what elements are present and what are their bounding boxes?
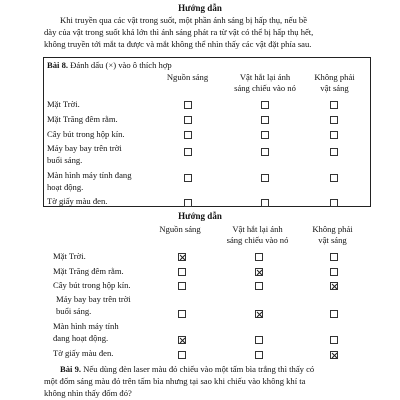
- exercise-8-instruction: Đánh dấu (×) vào ô thích hợp: [70, 60, 172, 70]
- row-label: Màn hình máy tính đang: [47, 170, 132, 180]
- checked-box[interactable]: [178, 253, 186, 261]
- exercise-9-line-2: một đốm sáng màu đỏ trên tấm bìa nhưng tại sao khi chiếu vào không khí ta: [44, 376, 306, 386]
- checkbox[interactable]: [184, 174, 192, 182]
- checked-box[interactable]: [255, 310, 263, 318]
- checkbox[interactable]: [255, 282, 263, 290]
- guide-heading-2: Hướng dẫn: [178, 211, 222, 221]
- checkbox[interactable]: [330, 131, 338, 139]
- checkbox[interactable]: [184, 131, 192, 139]
- checkbox[interactable]: [330, 199, 338, 207]
- col-not-lit-2a: Không phải: [312, 224, 353, 234]
- checkbox[interactable]: [330, 101, 338, 109]
- checkbox[interactable]: [330, 268, 338, 276]
- checkbox[interactable]: [261, 101, 269, 109]
- row-label: Mặt Trăng đêm rằm.: [47, 114, 118, 124]
- row-label: Mặt Trời.: [53, 251, 86, 261]
- row-label: Máy bay bay trên trời: [56, 294, 131, 304]
- checkbox[interactable]: [330, 174, 338, 182]
- guide-line-3: không truyền tới mắt ta được và mắt không thể nhìn thấy các vật đặt phía sau.: [44, 39, 312, 49]
- checkbox[interactable]: [184, 148, 192, 156]
- exercise-9-line-3: không nhìn thấy đốm đỏ?: [44, 388, 132, 398]
- col-light-source-1: Nguồn sáng: [166, 72, 209, 82]
- col-reflect-2a: Vật hắt lại ánh: [232, 224, 283, 234]
- col-not-lit-1b: vật sáng: [320, 83, 349, 93]
- exercise-9-line-1: [44, 363, 374, 375]
- checkbox[interactable]: [184, 199, 192, 207]
- exercise-9-label: Bài 9.: [60, 364, 82, 374]
- checkbox[interactable]: [184, 116, 192, 124]
- col-reflect-1a: Vật hắt lại ánh: [239, 72, 291, 82]
- checkbox[interactable]: [261, 174, 269, 182]
- row-label: Màn hình máy tính: [53, 321, 119, 331]
- row-label: Cây bút trong hộp kín.: [53, 280, 131, 290]
- col-reflect-1b: sáng chiếu vào nó: [234, 83, 296, 93]
- checkbox[interactable]: [255, 253, 263, 261]
- row-label: Máy bay bay trên trời: [47, 143, 122, 153]
- row-label: đang hoạt động.: [53, 333, 109, 343]
- exercise-8-title: [47, 60, 172, 71]
- checkbox[interactable]: [261, 148, 269, 156]
- col-light-source-2: Nguồn sáng: [159, 224, 201, 234]
- row-label: buổi sáng.: [56, 306, 92, 316]
- checkbox[interactable]: [261, 199, 269, 207]
- checkbox[interactable]: [330, 336, 338, 344]
- row-label: buổi sáng.: [47, 155, 83, 165]
- row-label: hoạt động.: [47, 182, 84, 192]
- checked-box[interactable]: [255, 268, 263, 276]
- row-label: Cây bút trong hộp kín.: [47, 129, 125, 139]
- checkbox[interactable]: [330, 116, 338, 124]
- row-label: Tờ giấy màu đen.: [53, 348, 114, 358]
- checkbox[interactable]: [261, 131, 269, 139]
- checkbox[interactable]: [255, 336, 263, 344]
- checkbox[interactable]: [255, 351, 263, 359]
- checkbox[interactable]: [330, 253, 338, 261]
- col-not-lit-2b: vật sáng: [318, 235, 347, 245]
- guide-line-1: Khi truyền qua các vật trong suốt, một phần ánh sáng bị hấp thụ, nếu bề: [60, 15, 308, 25]
- exercise-8-label: Bài 8.: [47, 60, 69, 70]
- row-label: Tờ giấy màu đen.: [47, 196, 108, 206]
- checked-box[interactable]: [330, 282, 338, 290]
- checkbox[interactable]: [330, 310, 338, 318]
- row-label: Mặt Trăng đêm rằm.: [53, 266, 124, 276]
- checkbox[interactable]: [178, 268, 186, 276]
- guide-heading-1: Hướng dẫn: [178, 3, 222, 13]
- checkbox[interactable]: [330, 148, 338, 156]
- row-label: Mặt Trời.: [47, 99, 80, 109]
- col-reflect-2b: sáng chiếu vào nó: [226, 235, 289, 245]
- checkbox[interactable]: [178, 310, 186, 318]
- col-not-lit-1a: Không phải: [314, 72, 355, 82]
- guide-line-2: dày của vật trong suốt khá lớn thì ánh sáng phát ra từ vật có thể bị hấp thụ hết,: [44, 27, 314, 37]
- checkbox[interactable]: [261, 116, 269, 124]
- exercise-9-text: Nếu dùng đèn laser màu đỏ chiếu vào một tấm bìa trắng thì thấy có: [83, 364, 315, 374]
- checkbox[interactable]: [178, 351, 186, 359]
- checkbox[interactable]: [178, 282, 186, 290]
- checkbox[interactable]: [184, 101, 192, 109]
- checked-box[interactable]: [330, 351, 338, 359]
- checked-box[interactable]: [178, 336, 186, 344]
